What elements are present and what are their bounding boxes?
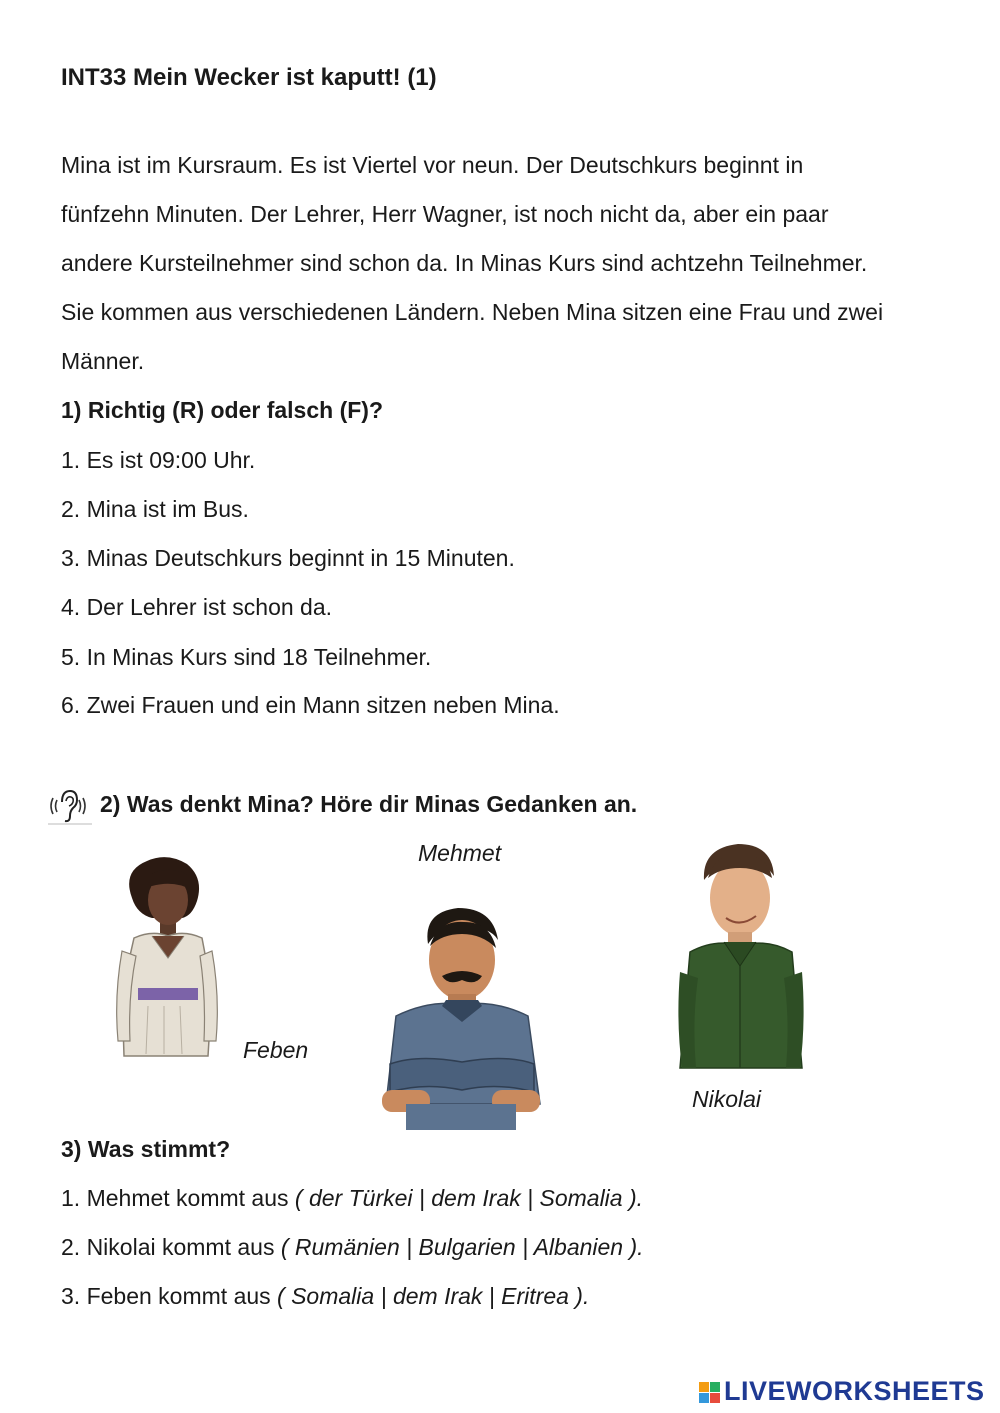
nikolai-illustration bbox=[676, 842, 806, 1070]
feben-illustration bbox=[112, 856, 222, 1062]
choice-prefix: 1. Mehmet kommt aus bbox=[61, 1185, 295, 1211]
statement-item: 5. In Minas Kurs sind 18 Teilnehmer. bbox=[61, 644, 432, 670]
section3-heading: 3) Was stimmt? bbox=[61, 1136, 231, 1162]
statement-item: 1. Es ist 09:00 Uhr. bbox=[61, 447, 256, 473]
choice-prefix: 2. Nikolai kommt aus bbox=[61, 1234, 281, 1260]
statement-item: 4. Der Lehrer ist schon da. bbox=[61, 594, 333, 620]
intro-line: fünfzehn Minuten. Der Lehrer, Herr Wagner, ist noch nicht da, aber ein paar bbox=[61, 201, 829, 227]
section1-heading: 1) Richtig (R) oder falsch (F)? bbox=[61, 397, 383, 423]
intro-line: andere Kursteilnehmer sind schon da. In Minas Kurs sind achtzehn Teilnehmer. bbox=[61, 250, 868, 276]
intro-line: Sie kommen aus verschiedenen Ländern. Neben Mina sitzen eine Frau und zwei bbox=[61, 299, 884, 325]
name-nikolai: Nikolai bbox=[692, 1086, 762, 1112]
name-feben: Feben bbox=[243, 1037, 309, 1063]
choice-options[interactable]: ( Rumänien | Bulgarien | Albanien ). bbox=[280, 1234, 644, 1260]
section2-heading: 2) Was denkt Mina? Höre dir Minas Gedanken an. bbox=[100, 791, 638, 817]
choice-item bbox=[61, 1184, 643, 1212]
statement-item: 3. Minas Deutschkurs beginnt in 15 Minuten. bbox=[61, 545, 515, 571]
worksheet-title: INT33 Mein Wecker ist kaputt! (1) bbox=[61, 64, 437, 91]
name-mehmet: Mehmet bbox=[418, 840, 502, 866]
liveworksheets-logo-icon bbox=[697, 1374, 723, 1410]
intro-line: Mina ist im Kursraum. Es ist Viertel vor neun. Der Deutschkurs beginnt in bbox=[61, 152, 804, 178]
choice-options[interactable]: ( der Türkei | dem Irak | Somalia ). bbox=[294, 1185, 644, 1211]
choice-item bbox=[61, 1282, 589, 1310]
ear-listen-icon[interactable] bbox=[46, 786, 94, 826]
intro-line: Männer. bbox=[61, 348, 145, 374]
statement-item: 2. Mina ist im Bus. bbox=[61, 496, 249, 522]
mehmet-illustration bbox=[378, 904, 544, 1132]
statement-item: 6. Zwei Frauen und ein Mann sitzen neben Mina. bbox=[61, 692, 560, 718]
liveworksheets-logo-text: LIVEWORKSHEETS bbox=[724, 1376, 985, 1406]
choice-options[interactable]: ( Somalia | dem Irak | Eritrea ). bbox=[277, 1283, 590, 1309]
choice-item bbox=[61, 1233, 644, 1261]
choice-prefix: 3. Feben kommt aus bbox=[61, 1283, 278, 1309]
